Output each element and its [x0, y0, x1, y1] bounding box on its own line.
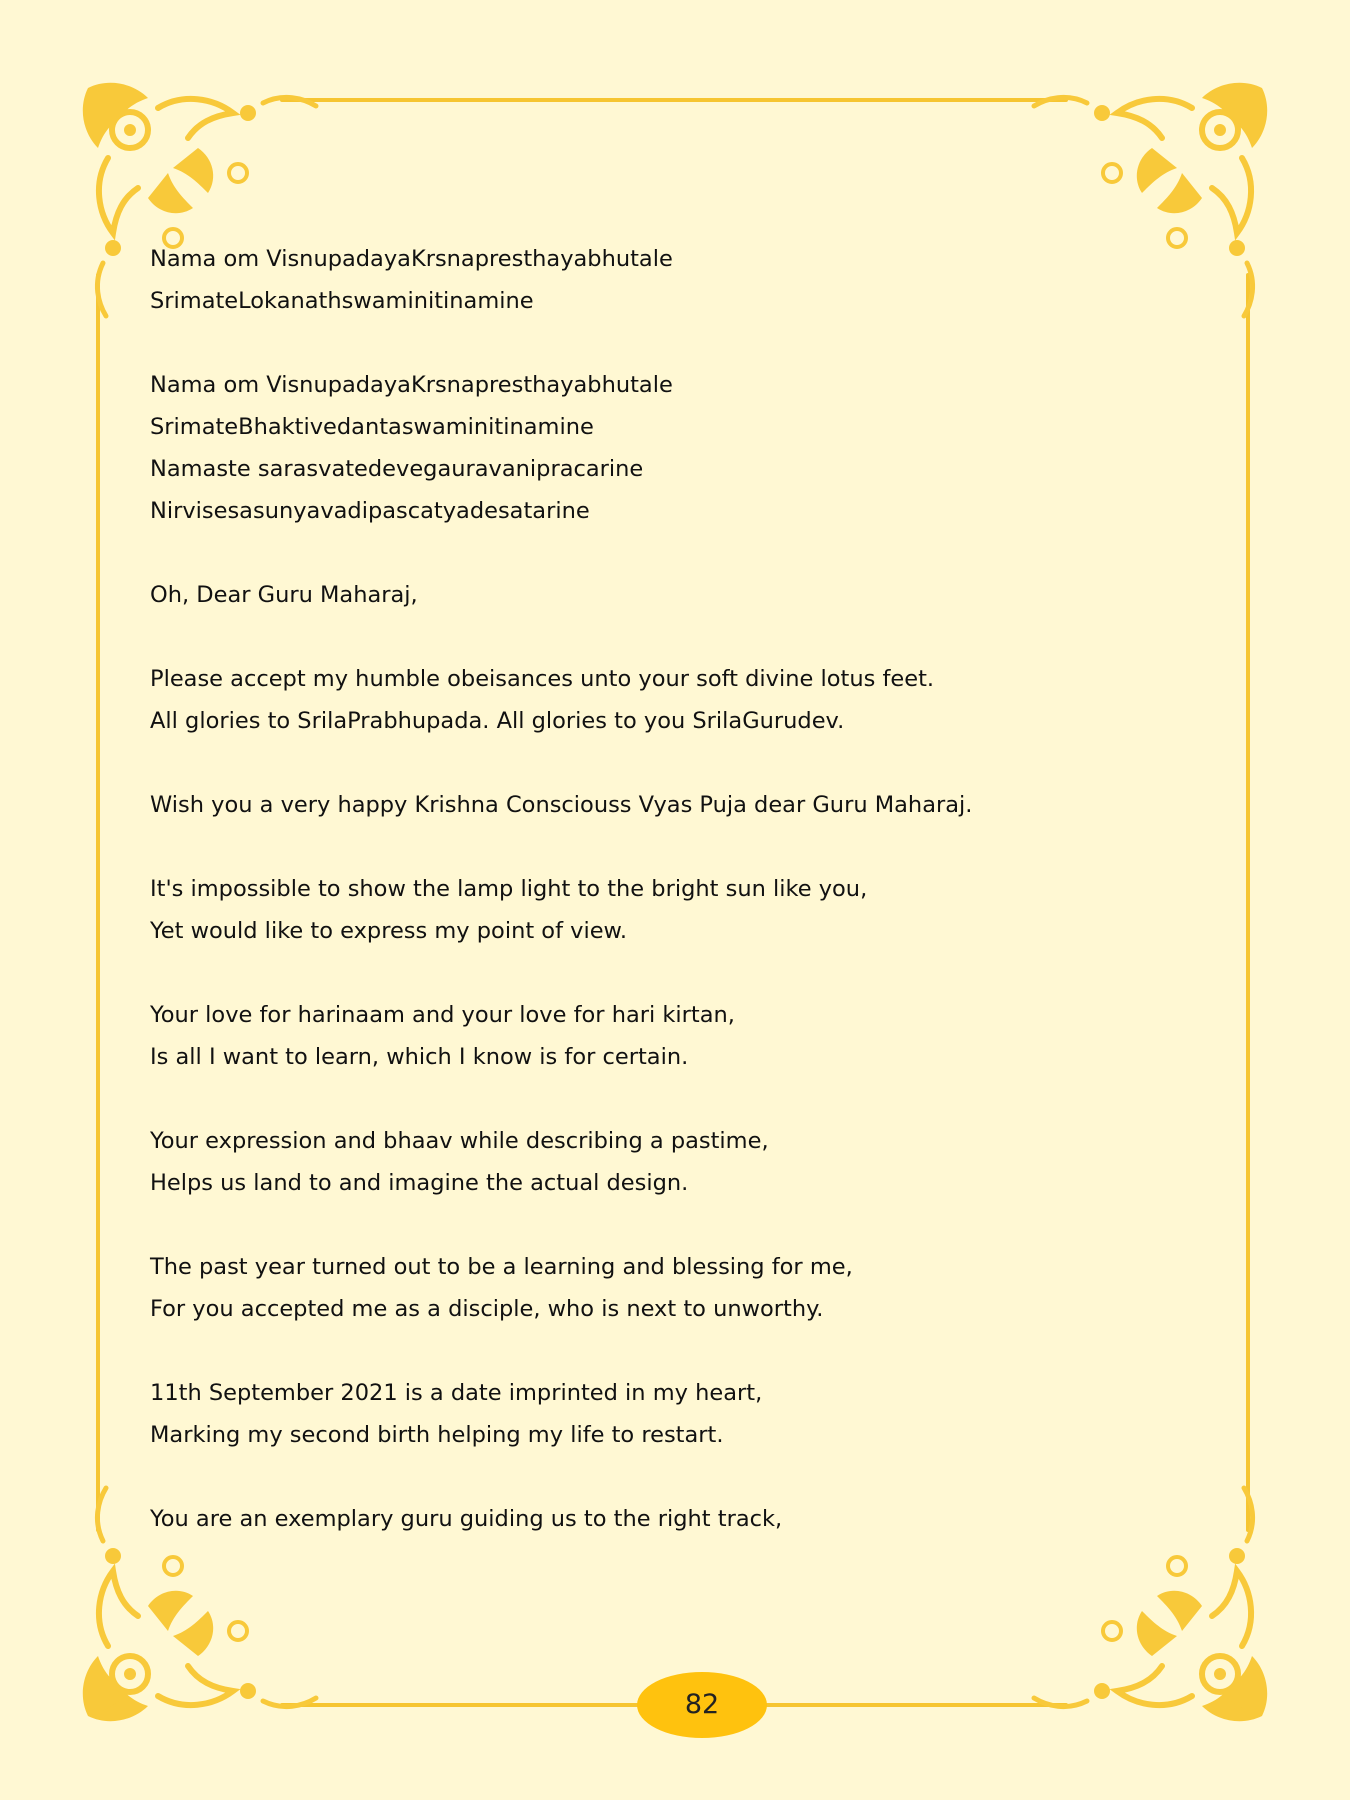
text-line: Wish you a very happy Krishna Consciouss Vyas Puja dear Guru Maharaj. — [150, 792, 973, 818]
text-line: Marking my second birth helping my life to restart. — [150, 1422, 724, 1448]
text-line: You are an exemplary guru guiding us to the right track, — [150, 1506, 783, 1532]
text-line: Nama om VisnupadayaKrsnapresthayabhutale — [150, 246, 673, 272]
text-line: All glories to SrilaPrabhupada. All glories to you SrilaGurudev. — [150, 708, 845, 734]
stanza — [150, 658, 1210, 742]
text-line: The past year turned out to be a learning and blessing for me, — [150, 1254, 853, 1280]
text-line: Yet would like to express my point of view. — [150, 918, 628, 944]
stanza — [150, 364, 1210, 532]
text-line: Oh, Dear Guru Maharaj, — [150, 582, 418, 608]
text-line: It's impossible to show the lamp light to the bright sun like you, — [150, 876, 868, 902]
stanza — [150, 784, 1210, 826]
text-line: Please accept my humble obeisances unto your soft divine lotus feet. — [150, 666, 935, 692]
text-line: Your love for harinaam and your love for hari kirtan, — [150, 1002, 735, 1028]
text-line: For you accepted me as a disciple, who is next to unworthy. — [150, 1296, 824, 1322]
stanza — [150, 1498, 1210, 1540]
text-line: Helps us land to and imagine the actual design. — [150, 1170, 689, 1196]
stanza — [150, 1120, 1210, 1204]
stanza — [150, 238, 1210, 322]
text-line: Namaste sarasvatedevegauravanipracarine — [150, 456, 644, 482]
stanza — [150, 1246, 1210, 1330]
salutation — [150, 574, 1210, 616]
text-line: Nirvisesasunyavadipascatyadesatarine — [150, 498, 590, 524]
text-line: SrimateLokanathswaminitinamine — [150, 288, 534, 314]
letter-body — [150, 238, 1210, 1540]
text-line: SrimateBhaktivedantaswaminitinamine — [150, 414, 594, 440]
text-line: Is all I want to learn, which I know is for certain. — [150, 1044, 689, 1070]
stanza — [150, 868, 1210, 952]
text-line: Nama om VisnupadayaKrsnapresthayabhutale — [150, 372, 673, 398]
page-number-badge: 82 — [637, 1672, 767, 1738]
stanza — [150, 1372, 1210, 1456]
stanza — [150, 994, 1210, 1078]
text-line: 11th September 2021 is a date imprinted in my heart, — [150, 1380, 763, 1406]
text-line: Your expression and bhaav while describing a pastime, — [150, 1128, 769, 1154]
